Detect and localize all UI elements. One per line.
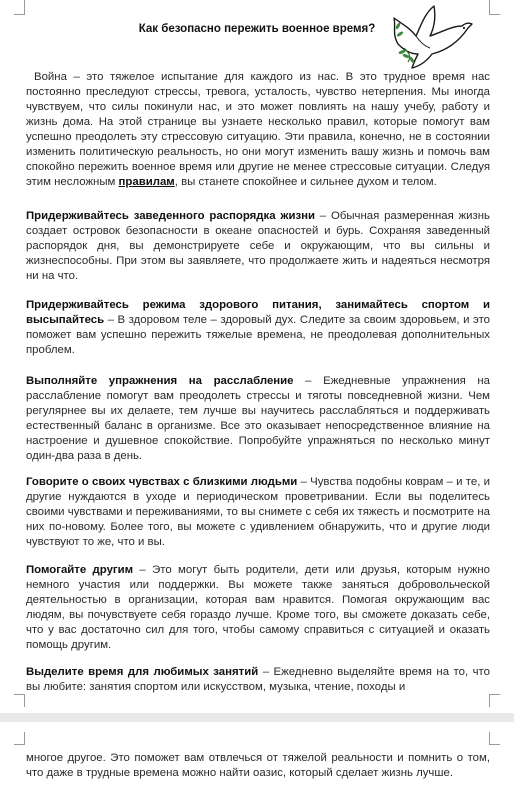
crop-mark-top-right — [489, 732, 500, 745]
crop-mark-bottom-right — [489, 694, 500, 707]
rule-heading: Говорите о своих чувствах с близкими людьми — [26, 476, 298, 488]
crop-mark-top-left — [14, 732, 25, 745]
rule-paragraph — [26, 298, 490, 358]
rule-paragraph — [26, 374, 490, 464]
rule-text: – Обычная размеренная жизнь создает островок безопасности в океане опасностей и бурь. Сохраняя заведенный распорядок дня, вы демонстрируете себе и окружающим, что вы сильны и жизнеспособны. При этом вы заявляете, что продолжаете жить и надеяться несмотря ни на что. — [26, 210, 490, 282]
rule-heading: Выполняйте упражнения на расслабление — [26, 375, 294, 387]
rule-heading: Выделите время для любимых занятий — [26, 666, 259, 678]
rule-heading: Придерживайтесь режима здорового питания, занимайтесь спортом и высыпайтесь — [26, 299, 490, 326]
dove-icon — [390, 4, 476, 70]
page-title: Как безопасно пережить военное время? — [138, 23, 376, 35]
rule-paragraph — [26, 209, 490, 284]
rules-link[interactable]: правилам — [118, 176, 175, 188]
intro-text: Война – это тяжелое испытание для каждого из нас. В это трудное время нас постоянно преследуют стрессы, тревога, усталость, чувство нетерпения. Мы иногда чувствуем, что силы покинули нас, и это может повлиять на нашу учебу, работу и жизнь дома. На этой странице вы узнаете несколько правил, которые помогут вам успешно преодолеть эту стрессовую ситуацию. Эти правила, конечно, не в состоянии изменить политическую реальность, но они могут изменить вашу жизнь и помочь вам спокойно пережить военное время или другие не менее стрессовые ситуации. Следуя этим несложным — [26, 71, 490, 188]
rule-text: – Это могут быть родители, дети или друзья, которым нужно немного участия или поддержки. Вы можете также заняться добровольческой деятельностью в организации, которая вам нравится. Помогая окружающим вас людям, вы почувствуете себя гораздо лучше. Кроме того, вы сможете доказать себе, что у вас достаточно сил для того, чтобы самому справиться с ситуацией и оказать помощь другим. — [26, 564, 491, 651]
rule-heading: Придерживайтесь заведенного распорядка жизни — [26, 210, 315, 222]
intro-paragraph — [26, 70, 490, 190]
rule-paragraph — [26, 563, 490, 653]
intro-tail: , вы станете спокойнее и сильнее духом и телом. — [174, 176, 437, 188]
continuation-paragraph: многое другое. Это поможет вам отвлечься от тяжелой реальности и помнить о том, что даже в трудные времена можно найти оазис, который сделает жизнь лучше. — [26, 752, 490, 779]
rule-text: – Ежедневные упражнения на расслабление помогут вам преодолеть стрессы и тяготы повседневной жизни. Чем регулярнее вы их делаете, тем лучше вы научитесь расслабляться и поддерживать естественный баланс в организме. Все это оказывает непосредственное влияние на настроение и душевное спокойствие. Попробуйте упражняться по несколько минут один-два раза в день. — [26, 375, 490, 462]
rule-paragraph — [26, 665, 490, 695]
rule-text: – Чувства подобны коврам – и те, и другие нуждаются в уходе и периодическом проветривании. Если вы поделитесь своими чувствами и переживаниями, то вы снимете с себя их тяжесть и посмотрите на них по-новому. Более того, вы можете с удивлением обнаружить, что и другие люди чувствуют то же, что и вы. — [26, 476, 490, 548]
rule-heading: Помогайте другим — [26, 564, 134, 576]
document-page-2 — [0, 722, 514, 800]
crop-mark-bottom-left — [14, 694, 25, 707]
rule-text: – В здоровом теле – здоровый дух. Следите за своим здоровьем, и это поможет вам успешно пережить тяжелые времена, не преодолевая дополнительных проблем. — [26, 314, 490, 356]
crop-mark-top-left — [14, 0, 25, 15]
crop-mark-top-right — [489, 0, 500, 15]
rule-text: – Ежедневно выделяйте время на то, что вы любите: занятия спортом или искусством, музыка, чтение, походы и — [26, 666, 490, 693]
rule-paragraph — [26, 475, 490, 550]
